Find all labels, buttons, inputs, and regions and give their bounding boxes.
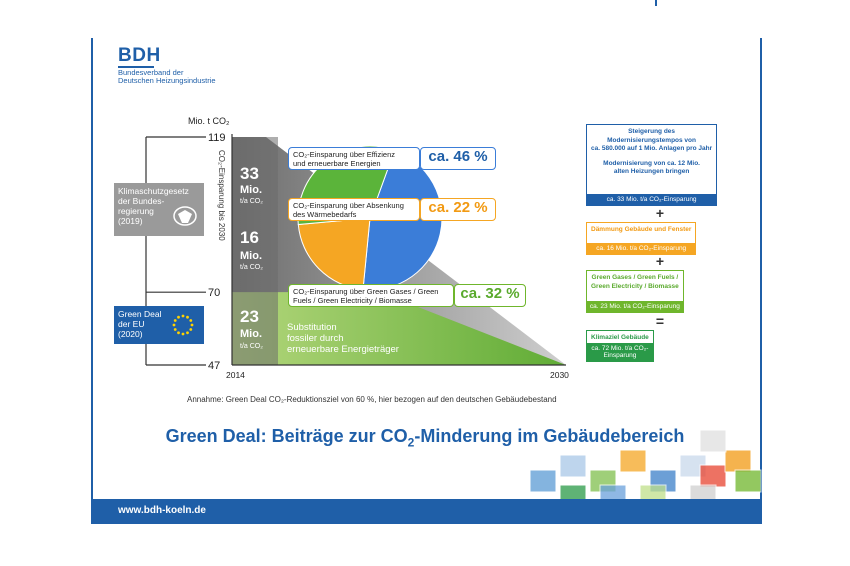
right-box-insulation (586, 222, 696, 255)
x-tick-label-0: 2014 (226, 370, 245, 380)
footer-url-link[interactable]: www.bdh-koeln.de (118, 505, 206, 516)
headline-sub: 2 (407, 435, 415, 450)
segment1-value: 33 (240, 164, 259, 183)
right-box3-text (587, 271, 683, 294)
deco-cube-14 (735, 470, 761, 492)
deco-cube-1 (530, 470, 556, 492)
eu-star-11 (186, 316, 189, 319)
callout-green-gases-line2: Fuels / Green Electricity / Biomasse (293, 296, 412, 305)
logo: BDH (118, 45, 161, 66)
deco-cube-2 (560, 455, 586, 477)
right-box1-line2: Modernisierungstempos von (607, 136, 696, 144)
callout-green-gases (288, 284, 454, 307)
plus-operator-1: + (655, 205, 665, 221)
right-box-climate-target (586, 330, 654, 362)
segment1-unit: t/a CO₂ (240, 198, 263, 205)
headline-part1: Green Deal: Beiträge zur CO (165, 426, 408, 446)
callout-efficiency-line2: und erneuerbare Energien (293, 159, 381, 168)
segment2-mio: Mio. (240, 250, 262, 262)
substitution-line3: erneuerbare Energieträger (287, 344, 399, 355)
page-headline (0, 426, 850, 450)
eu-star-6 (174, 328, 177, 331)
eu-star-10 (182, 315, 185, 318)
callout-efficiency (288, 147, 420, 170)
equals-operator: = (655, 313, 665, 329)
eu-star-5 (177, 331, 180, 334)
callout-green-gases-percent: ca. 32 % (454, 284, 526, 307)
y-tick-label-0: 119 (208, 132, 226, 144)
deco-cube-4 (620, 450, 646, 472)
right-box-modernisation (586, 124, 717, 206)
segment2-unit: t/a CO₂ (240, 264, 263, 271)
callout-heat-demand-line1: CO₂-Einsparung über Absenkung (293, 201, 404, 210)
eu-flag-icon (168, 311, 198, 339)
deco-cube-7 (700, 465, 726, 487)
assumption-note: Annahme: Green Deal CO₂-Reduktionsziel von 60 %, hier bezogen auf den deutschen Gebäudebestand (187, 395, 557, 404)
eu-green-deal-box (114, 306, 204, 344)
x-tick-label-1: 2030 (550, 370, 569, 380)
climate-law-line4: (2019) (118, 216, 143, 226)
right-box1-line1: Steigerung des (628, 128, 676, 135)
right-box1-savings: ca. 33 Mio. t/a CO₂-Einsparung (587, 194, 716, 205)
eu-star-1 (191, 324, 194, 327)
callout-green-gases-line1: CO₂-Einsparung über Green Gases / Green (293, 287, 439, 296)
logo-subtitle-line1: Bundesverband der (118, 68, 184, 77)
segment2-value: 16 (240, 228, 259, 247)
y-tick-label-2: 47 (208, 360, 221, 372)
callout-heat-demand-line2: des Wärmebedarfs (293, 210, 357, 219)
right-box4-savings: ca. 72 Mio. t/a CO₂-Einsparung (587, 343, 653, 361)
deco-cube-8 (725, 450, 751, 472)
substitution-label (287, 322, 399, 355)
right-box3-line2: Green Electricity / Biomasse (591, 282, 679, 290)
climate-law-line2: der Bundes- (118, 196, 165, 206)
eu-star-3 (186, 331, 189, 334)
climate-law-box (114, 183, 204, 236)
callout-efficiency-line1: CO₂-Einsparung über Effizienz (293, 150, 395, 159)
eu-box-line2: der EU (118, 319, 145, 329)
vertical-axis-label: CO₂-Einsparung bis 2030 (217, 150, 226, 241)
right-box1-line3: ca. 580.000 auf 1 Mio. Anlagen pro Jahr (591, 145, 713, 152)
y-axis-title: Mio. t CO₂ (188, 116, 230, 126)
segment1-mio: Mio. (240, 184, 262, 196)
eu-star-8 (174, 319, 177, 322)
right-box1-line5: alten Heizungen bringen (613, 168, 690, 175)
segment3-value: 23 (240, 307, 259, 326)
right-box2-savings: ca. 16 Mio. t/a CO₂-Einsparung (587, 243, 695, 254)
eu-star-7 (173, 324, 176, 327)
right-box4-line1: Klimaziel Gebäude (591, 334, 649, 341)
eu-star-12 (189, 319, 192, 322)
right-box-green-fuels (586, 270, 684, 313)
climate-law-line3: regierung (118, 206, 154, 216)
climate-law-line1: Klimaschutzgesetz (118, 186, 189, 196)
right-box1-line4: Modernisierung von ca. 12 Mio. (603, 159, 700, 167)
eu-star-9 (177, 316, 180, 319)
headline-part2: -Minderung im Gebäudebereich (414, 426, 685, 446)
eu-star-4 (182, 333, 185, 336)
callout-heat-demand (288, 198, 420, 221)
callout-efficiency-percent: ca. 46 % (420, 147, 496, 170)
plus-operator-2: + (655, 253, 665, 269)
logo-subtitle-line2: Deutschen Heizungsindustrie (118, 76, 216, 85)
substitution-line2: fossiler durch (287, 333, 344, 344)
eagle-icon (172, 205, 198, 227)
right-box2-line1: Dämmung Gebäude und Fenster (591, 226, 692, 233)
right-box1-text (587, 125, 716, 179)
eu-box-line1: Green Deal (118, 309, 162, 319)
right-box3-line1: Green Gases / Green Fuels / (591, 274, 679, 281)
eu-star-2 (189, 328, 192, 331)
callout-heat-demand-percent: ca. 22 % (420, 198, 496, 221)
substitution-line1: Substitution (287, 322, 337, 333)
segment3-mio: Mio. (240, 328, 262, 340)
eu-box-line3: (2020) (118, 329, 143, 339)
y-tick-label-1: 70 (208, 287, 221, 300)
segment3-unit: t/a CO₂ (240, 343, 263, 350)
right-box3-savings: ca. 23 Mio. t/a CO₂-Einsparung (587, 301, 683, 312)
